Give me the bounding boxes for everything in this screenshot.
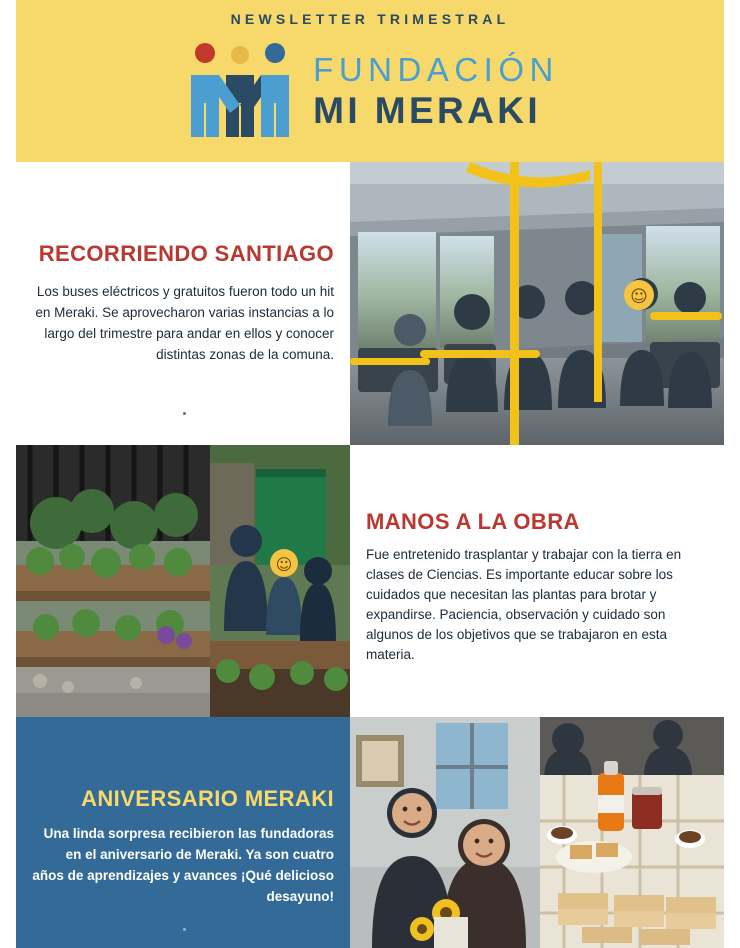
brand-wordmark <box>313 49 559 129</box>
brand-logo <box>181 41 559 137</box>
section-aniversario-meraki-text <box>16 717 350 948</box>
newsletter-header <box>16 0 724 162</box>
section-manos-a-la-obra-title: MANOS A LA OBRA <box>366 509 580 534</box>
brand-line-fundacion: FUNDACIÓN <box>313 51 559 88</box>
section-manos-a-la-obra-photo-estudiantes <box>210 445 350 717</box>
section-aniversario-meraki-body: Una linda sorpresa recibieron las fundadoras en el aniversario de Meraki. Ya son cuatro años de aprendizajes y avances ¡Qué delicioso desayuno! <box>32 826 334 904</box>
section-recorriendo-santiago-photo <box>350 162 724 445</box>
decorative-dot <box>183 928 186 931</box>
section-aniversario-meraki-photo-desayuno <box>540 717 724 948</box>
section-manos-a-la-obra-body: Fue entretenido trasplantar y trabajar con la tierra en clases de Ciencias. Es importante educar sobre los cuidados que necesitan las plantas para brotar y expandirse. Paciencia, observación y cuidado son algunos de los objetivos que se trabajaron en esta materia. <box>366 547 682 662</box>
svg-text:☺: ☺ <box>630 287 648 307</box>
section-recorriendo-santiago-body: Los buses eléctricos y gratuitos fueron todo un hit en Meraki. Se aprovecharon varias instancias a lo largo del trimestre para andar en ellos y conocer distintas zonas de la comuna. <box>35 284 334 362</box>
section-aniversario-meraki-title: ANIVERSARIO MERAKI <box>81 786 334 811</box>
section-aniversario-meraki-photo-fundadoras <box>350 717 540 948</box>
section-recorriendo-santiago-title: RECORRIENDO SANTIAGO <box>38 241 334 266</box>
section-manos-a-la-obra-text <box>350 445 724 717</box>
svg-text:☺: ☺ <box>275 555 293 574</box>
decorative-dot <box>183 412 186 415</box>
mi-meraki-mm-figures-logo-icon <box>181 41 299 137</box>
newsletter-kicker: NEWSLETTER TRIMESTRAL <box>230 11 510 27</box>
brand-line-mi-meraki: MI MERAKI <box>313 90 542 131</box>
section-recorriendo-santiago-text <box>16 162 350 445</box>
section-manos-a-la-obra-photo-huerto <box>16 445 210 717</box>
